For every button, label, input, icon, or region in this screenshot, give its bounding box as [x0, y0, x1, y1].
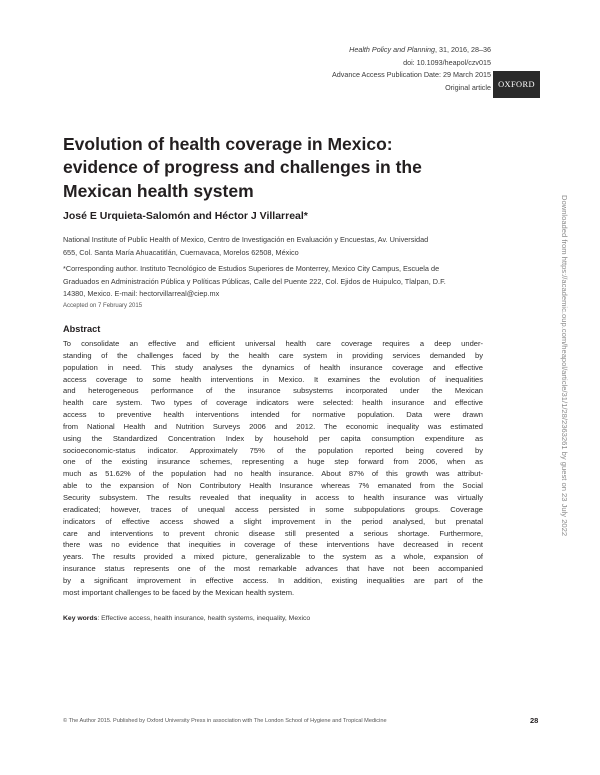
- oxford-logo-text: OXFORD: [498, 80, 535, 89]
- journal-citation: [231, 44, 491, 57]
- abstract-line: access coverage to some health interventions in Mexico. It examines the evolution of inequalities: [63, 374, 483, 384]
- corresponding-line: 14380, Mexico. E-mail: hectorvillarreal@ciep.mx: [63, 289, 220, 298]
- abstract-line: indicators of effective access showed a slight improvement in the period analysed, but prenatal: [63, 516, 483, 526]
- abstract-line: able to the expansion of Non Contributory Health Insurance whereas 7% emanated from the Social: [63, 481, 483, 491]
- affiliation-line: National Institute of Public Health of Mexico, Centro de Investigación en Evaluación y Encuestas, Av. Universidad: [63, 235, 429, 244]
- journal-name: Health Policy and Planning: [349, 45, 436, 54]
- corresponding-line: Graduados en Administración Pública y Políticas Públicas, Calle del Puente 222, Col. Ejidos de Huipulco, Tlalpan, D.F.: [63, 276, 446, 286]
- corresponding-line: *Corresponding author. Instituto Tecnológico de Estudios Superiores de Monterrey, Mexico City Campus, Escuela de: [63, 264, 440, 273]
- abstract-line: eradicated; however, traces of unequal access persisted in some subpopulations groups. Coverage: [63, 504, 483, 514]
- abstract-line: using the Standardized Concentration Index by household per capita consumption expenditure as: [63, 433, 483, 443]
- journal-volume: , 31, 2016, 28–36: [435, 45, 491, 54]
- affiliation-line: 655, Col. Santa María Ahuacatitlán, Cuernavaca, Morelos 62508, México: [63, 247, 299, 257]
- copyright-notice: © The Author 2015. Published by Oxford University Press in association with The London School of Hygiene and Tropical Medicine: [63, 718, 387, 724]
- abstract-line: from National Health and Nutrition Surveys 2006 and 2012. The economic inequality was estimated: [63, 421, 483, 431]
- authors: José E Urquieta-Salomón and Héctor J Villarreal*: [63, 210, 308, 222]
- abstract-line: years. The results provided a mixed picture, generalizable to the system as a whole, expansion of: [63, 552, 483, 562]
- abstract-heading: Abstract: [63, 324, 101, 334]
- abstract-line: health care system. Two types of coverage indicators were selected: health insurance and effective: [63, 398, 483, 408]
- download-watermark: Downloaded from https://academic.oup.com/heapol/article/31/1/28/2363261 by guest on 23 July 2022: [560, 195, 569, 537]
- title-line: Evolution of health coverage in Mexico:: [63, 134, 393, 154]
- doi: doi: 10.1093/heapol/czv015: [403, 57, 491, 67]
- article-title: [63, 133, 463, 203]
- title-line: evidence of progress and challenges in the: [63, 157, 422, 178]
- abstract-line: most important challenges to be faced by the Mexican health system.: [63, 587, 295, 597]
- abstract-line: and heterogeneous performance of the insurance subsystems incorporated under the Mexican: [63, 386, 483, 396]
- article-type: Original article: [445, 82, 491, 92]
- advance-access-date: Advance Access Publication Date: 29 March 2015: [331, 70, 491, 80]
- abstract-line: care and interventions to prevent chronic disease still presented a serious shortage. Furthermore,: [63, 528, 483, 538]
- abstract-body: [63, 338, 483, 599]
- abstract-line: insurance status represents one of the most remarkable advances that have not been accompanied: [63, 564, 483, 574]
- abstract-line: To consolidate an effective and efficient universal health care coverage requires a deep under-: [63, 339, 483, 348]
- title-line: Mexican health system: [63, 180, 254, 201]
- keywords-label: Key words: [63, 615, 98, 622]
- abstract-line: socioeconomic-status indicator. Approximately 75% of the population reported being covered by: [63, 445, 483, 455]
- accepted-date: Accepted on 7 February 2015: [63, 303, 143, 309]
- abstract-line: by a significant improvement in effective access. In addition, existing inequalities are part of the: [63, 575, 483, 585]
- journal-meta: [231, 44, 491, 94]
- abstract-line: population in need. This study analyses the dynamics of health insurance coverage and effective: [63, 362, 483, 372]
- abstract-line: much as 51.62% of the population had no health insurance. About 87% of this growth was attribut-: [63, 469, 483, 479]
- abstract-line: there was no evidence that inequities in coverage of these interventions have decreased in recent: [63, 540, 483, 550]
- page-number: 28: [530, 716, 539, 725]
- corresponding-author: [63, 263, 483, 301]
- abstract-line: Security subsystem. The results revealed that inequality in access to health insurance was virtually: [63, 492, 483, 502]
- affiliation: [63, 234, 483, 259]
- abstract-line: standing of the challenges faced by the health care system in providing services demanded by: [63, 350, 483, 360]
- abstract-line: one of the existing insurance schemes, representing a huge step forward from 2006, when as: [63, 457, 483, 467]
- abstract-line: access to preventive health interventions intended for normative population. Data were drawn: [63, 410, 483, 420]
- keywords-list: : Effective access, health insurance, health systems, inequality, Mexico: [97, 615, 311, 622]
- oxford-logo: [493, 71, 540, 98]
- keywords: [63, 615, 483, 622]
